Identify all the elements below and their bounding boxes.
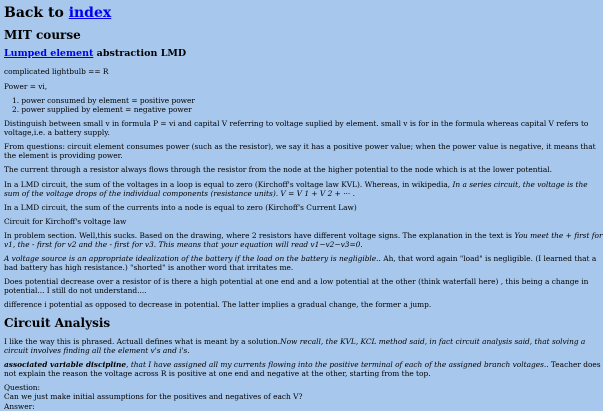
potential-line-2: potential... I still do not understand.... bbox=[4, 286, 147, 296]
kcl-paragraph: In a LMD circuit, the sum of the currents into a node is equal to zero (Kirchoff's Current Law) bbox=[4, 203, 357, 212]
problem-text: In problem section. Well,this sucks. Based on the drawing, where 2 resistors have different voltage signs. The explanation in the text is bbox=[4, 231, 515, 240]
problem-quote: You meet the + first for bbox=[514, 231, 603, 240]
source-quote: A voltage source is an appropriate idealization of the battery if the load on the battery is negligible. bbox=[4, 254, 379, 263]
lumped-suffix: abstraction LMD bbox=[93, 48, 187, 59]
kvl-quote: In a series circuit, the voltage is the bbox=[452, 180, 588, 189]
question-paragraph bbox=[4, 383, 302, 411]
answer-label: Answer: bbox=[4, 401, 35, 411]
power-paragraph: Power = vi, bbox=[4, 82, 48, 91]
problem-quote-line-2: v1, the - first for v2 and the - first for v3. This means that your equation will read v1−v2−v3=0. bbox=[4, 240, 363, 250]
kvl-text: In a LMD circuit, the sum of the voltages in a loop is equal to zero (Kirchoff's voltage law KVL). Whereas, in wikipedia, bbox=[4, 180, 453, 189]
assoc-paragraph bbox=[4, 360, 601, 379]
back-label: Back to bbox=[4, 5, 69, 21]
list-item: 1. power consumed by element = positive power bbox=[12, 96, 195, 105]
consumes-line-1: From questions: circuit element consumes power (such as the resistor), we say it has a positive power value; when the power value is negative, it means that bbox=[4, 142, 596, 151]
distinguish-line-1: Distinguish between small v in formula P = vi and capital V referring to voltage suplied by element. small v is for in the formula whereas capital V refers to bbox=[4, 119, 589, 128]
lumped-element-heading bbox=[4, 48, 186, 59]
lumped-element-link[interactable]: Lumped element bbox=[4, 48, 94, 59]
question-text: Can we just make initial assumptions for the positives and negatives of each V? bbox=[4, 392, 303, 402]
back-heading bbox=[4, 5, 111, 21]
source-paragraph bbox=[4, 254, 596, 273]
circuit-analysis-heading: Circuit Analysis bbox=[4, 316, 111, 330]
difference-paragraph: difference i potential as opposed to decrease in potential. The latter implies a gradual change, the former a jump. bbox=[4, 300, 432, 309]
phrased-text: I like the way this is phrased. Actuall defines what is meant by a solution. bbox=[4, 337, 281, 346]
phrased-paragraph bbox=[4, 337, 585, 356]
kvl-paragraph bbox=[4, 180, 588, 199]
phrased-quote: Now recall, the KVL, KCL method said, in fact circuit analysis said, that solving a bbox=[280, 337, 586, 346]
index-link[interactable]: index bbox=[68, 5, 112, 21]
distinguish-paragraph bbox=[4, 119, 588, 138]
question-label: Question: bbox=[4, 383, 41, 392]
source-text-line-2: bad battery has high resistance.) "shorted" is another word that irritates me. bbox=[4, 263, 294, 273]
problem-paragraph bbox=[4, 231, 603, 250]
course-title: MIT course bbox=[4, 28, 81, 42]
consumes-paragraph bbox=[4, 142, 596, 161]
assoc-text-line-2: not explain the reason the voltage across R is positive at one end and negative at the other, starting from the top. bbox=[4, 369, 431, 379]
power-list bbox=[4, 96, 195, 115]
bulb-paragraph: complicated lightbulb == R bbox=[4, 67, 109, 76]
current-paragraph: The current through a resistor always flows through the resistor from the node at the higher potential to the node which is at the lower potential. bbox=[4, 165, 553, 174]
list-item: 2. power supplied by element = negative power bbox=[12, 105, 192, 115]
potential-paragraph bbox=[4, 277, 588, 296]
consumes-line-2: the element is providing power. bbox=[4, 151, 123, 161]
distinguish-line-2: voltage,i.e. a battery supply. bbox=[4, 128, 110, 138]
circuit-for-paragraph: Circuit for Kirchoff's voltage law bbox=[4, 217, 127, 226]
source-text: . Ah, that word again "load" is negligible. (I learned that a bbox=[378, 254, 597, 263]
phrased-quote-line-2: circuit involves finding all the element v's and i's. bbox=[4, 346, 190, 356]
assoc-quote: , that I have assigned all my currents flowing into the positive terminal of each of the assigned branch voltages. bbox=[126, 360, 547, 369]
potential-line-1: Does potential decrease over a resistor of is there a high potential at one end and a low potential at the other (think waterfall here) , this being a change in bbox=[4, 277, 589, 286]
kvl-quote-line-2: sum of the voltage drops of the individual components (resistance units). V = V 1 + V 2 + ··· . bbox=[4, 189, 355, 199]
assoc-term: associated variable discipline bbox=[4, 360, 127, 369]
assoc-text: . Teacher does bbox=[546, 360, 601, 369]
